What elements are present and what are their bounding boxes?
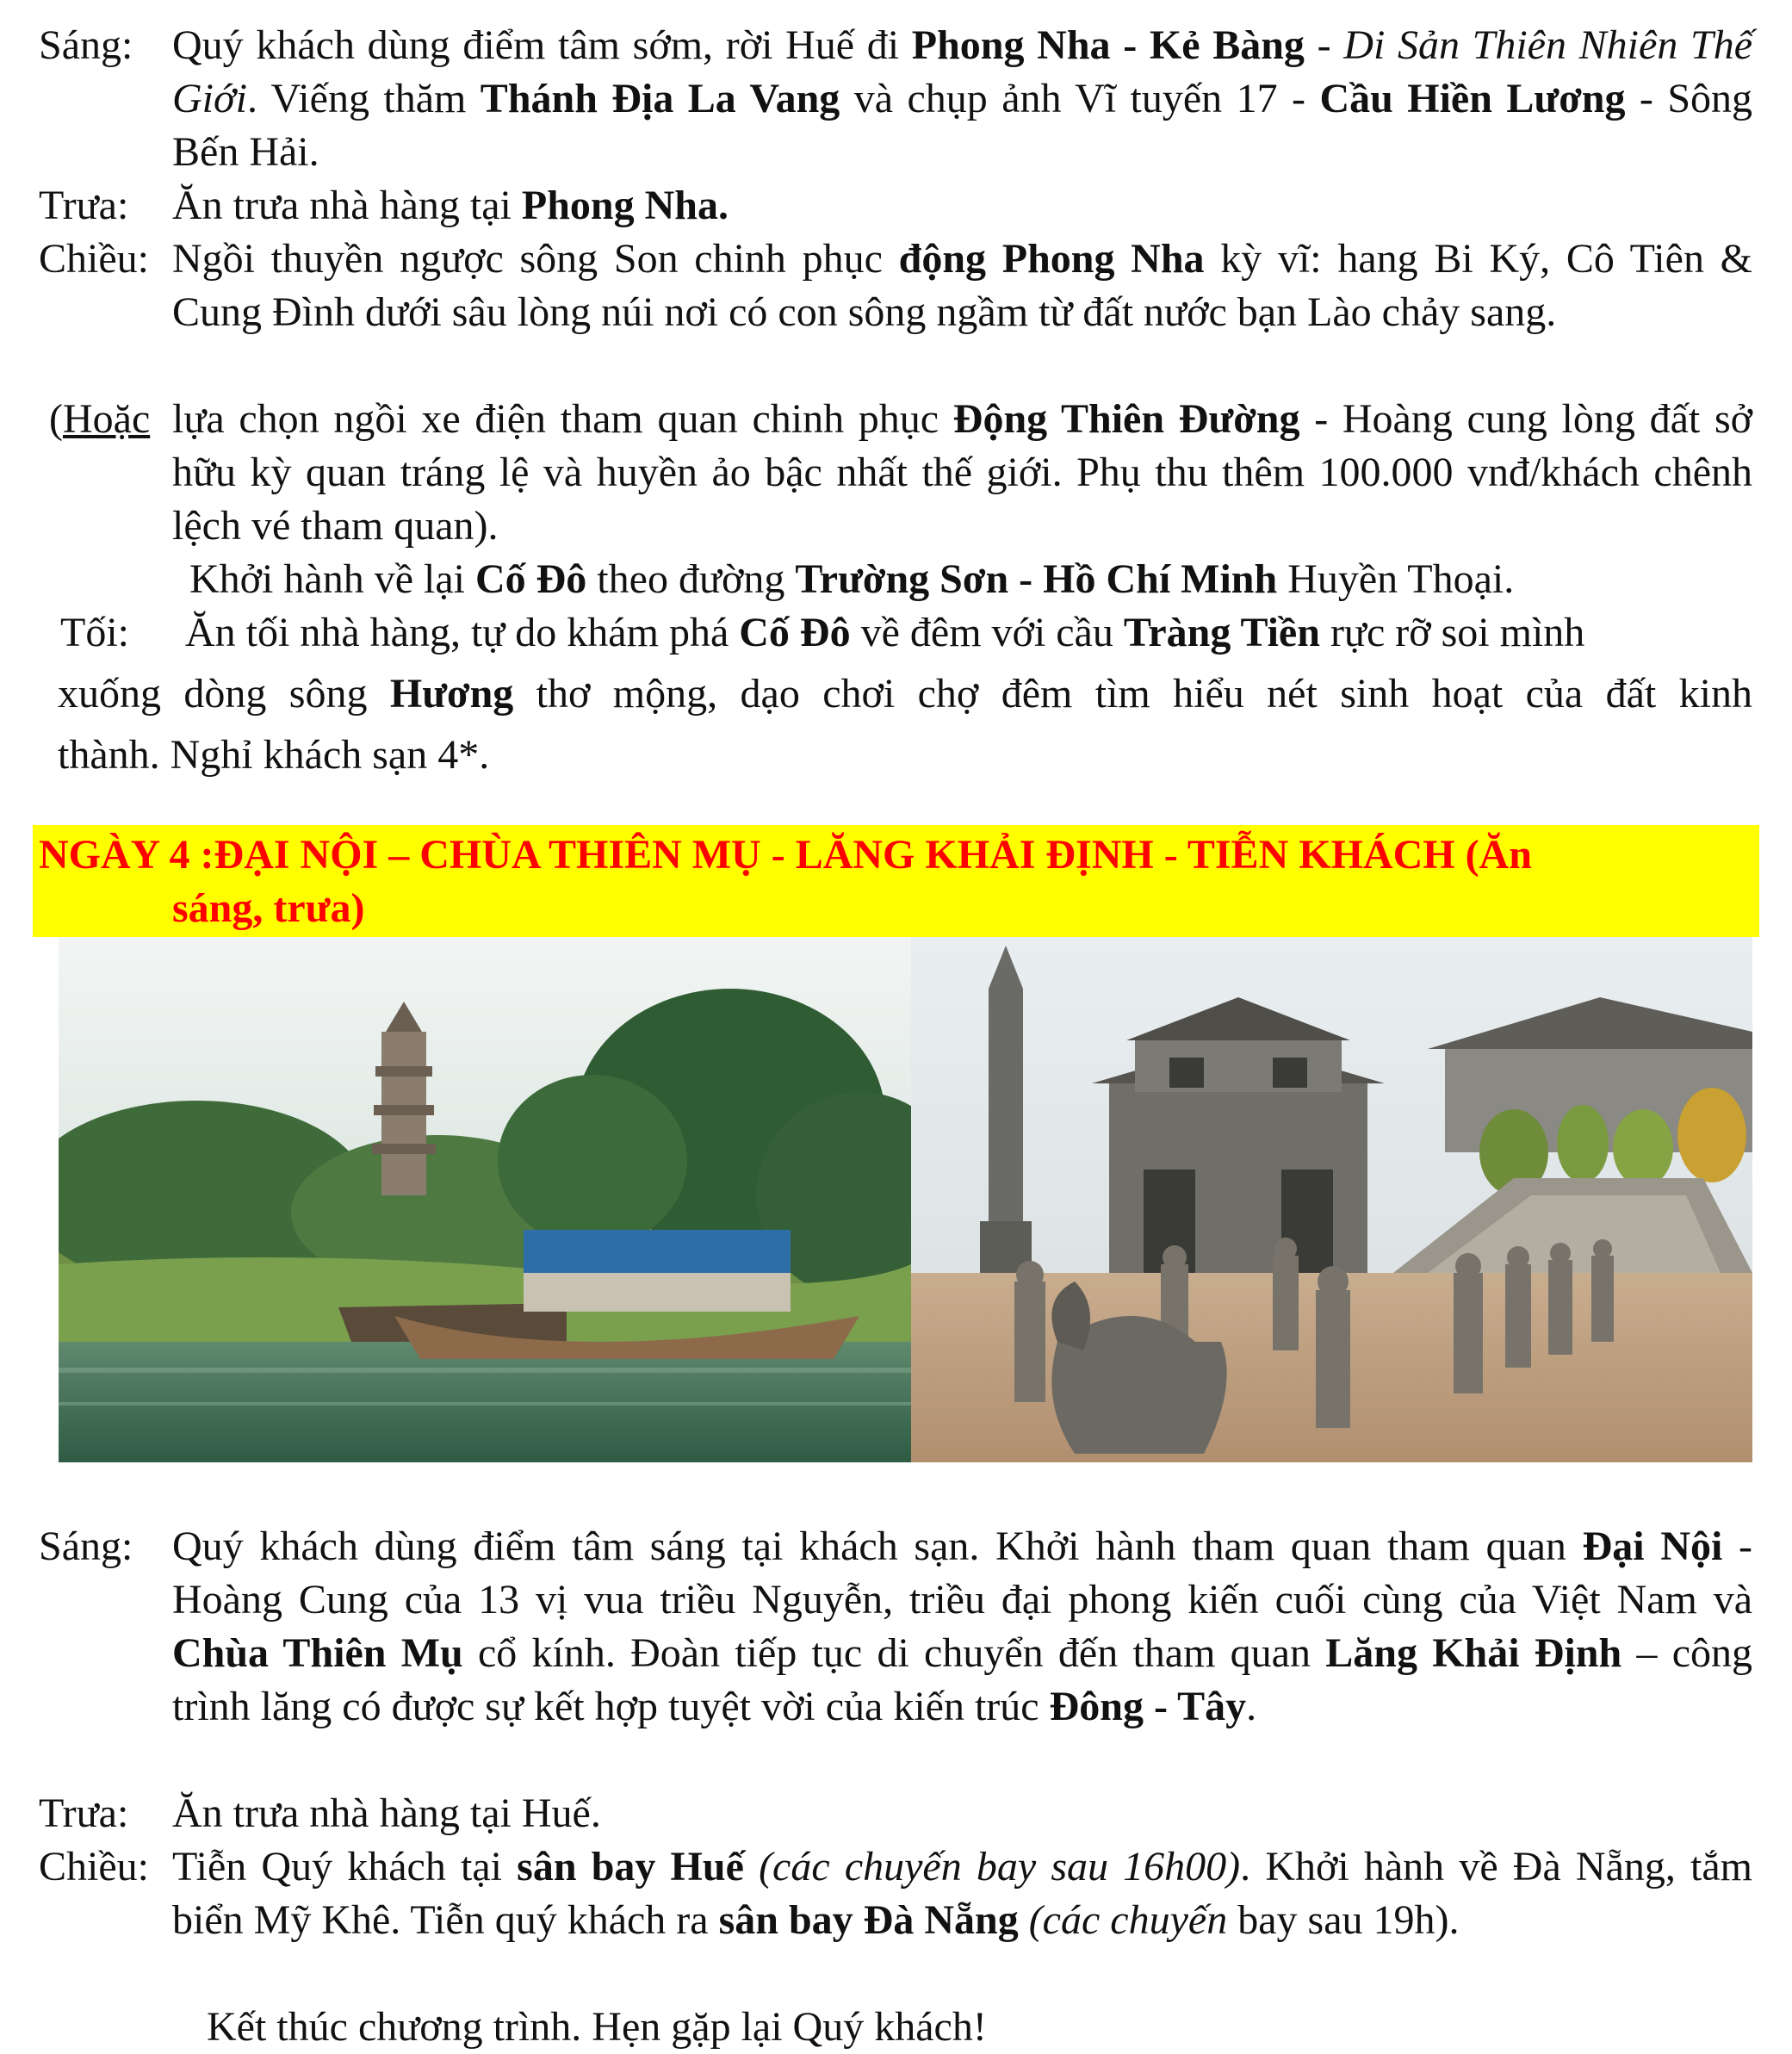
day3-evening-line1: Ăn tối nhà hàng, tự do khám phá Cố Đô về đêm với cầu Tràng Tiền rực rỡ soi mình (185, 610, 1585, 655)
day4-afternoon-text: Tiễn Quý khách tại sân bay Huế (các chuyến bay sau 16h00). Khởi hành về Đà Nẵng, tắm biển Mỹ Khê. Tiễn quý khách ra sân bay Đà Nẵng (các chuyến bay sau 19h). (172, 1844, 1753, 1943)
day3-evening-label: Tối: (60, 610, 129, 655)
day3-lunch-label: Trưa: (39, 183, 129, 228)
day4-afternoon (39, 1840, 1752, 1947)
day3-morning (39, 19, 1752, 179)
day3-evening-line2: xuống dòng sông Hương thơ mộng, dạo chơi chợ đêm tìm hiểu nét sinh hoạt của đất kinh (58, 671, 1752, 717)
day3-option-text: lựa chọn ngồi xe điện tham quan chinh phục Động Thiên Đường - Hoàng cung lòng đất sở hữu kỳ quan tráng lệ và huyền ảo bậc nhất thế giới. Phụ thu thêm 100.000 vnđ/khách chênh lệch vé tham quan). (172, 396, 1752, 549)
day3-morning-text: Quý khách dùng điểm tâm sớm, rời Huế đi Phong Nha - Kẻ Bàng - Di Sản Thiên Nhiên Thế Giới. Viếng thăm Thánh Địa La Vang và chụp ảnh Vĩ tuyến 17 - Cầu Hiền Lương - Sông Bến Hải. (172, 22, 1753, 175)
day4-afternoon-label: Chiều: (39, 1844, 149, 1890)
day3-afternoon (39, 233, 1752, 339)
day3-afternoon-label: Chiều: (39, 236, 149, 282)
day3-morning-label: Sáng: (39, 22, 133, 68)
day3-option (39, 393, 1752, 553)
day4-closing: Kết thúc chương trình. Hẹn gặp lại Quý khách! (207, 2004, 987, 2050)
thien-mu-pagoda-photo (59, 937, 911, 1462)
day3-return: Khởi hành về lại Cố Đô theo đường Trường Sơn - Hồ Chí Minh Huyền Thoại. (189, 556, 1515, 602)
day4-heading (39, 828, 1752, 935)
day3-lunch-text: Ăn trưa nhà hàng tại Phong Nha. (172, 183, 729, 228)
day4-heading-line2: sáng, trưa) (172, 885, 365, 931)
day4-lunch-label: Trưa: (39, 1790, 129, 1836)
day3-lunch (39, 179, 1752, 233)
day4-morning-text: Quý khách dùng điểm tâm sáng tại khách sạn. Khởi hành tham quan tham quan Đại Nội - Hoàng Cung của 13 vị vua triều Nguyễn, triều đại phong kiến cuối cùng của Việt Nam và Chùa Thiên Mụ cổ kính. Đoàn tiếp tục di chuyển đến tham quan Lăng Khải Định – công trình lăng có được sự kết hợp tuyệt vời của kiến trúc Đông - Tây. (172, 1523, 1753, 1729)
day3-option-label: (Hoặc (49, 396, 151, 442)
day4-morning (39, 1520, 1752, 1734)
day4-lunch (39, 1787, 1752, 1840)
day3-afternoon-text: Ngồi thuyền ngược sông Son chinh phục động Phong Nha kỳ vĩ: hang Bi Ký, Cô Tiên & Cung Đình dưới sâu lòng núi nơi có con sông ngầm từ đất nước bạn Lào chảy sang. (172, 236, 1752, 335)
khai-dinh-tomb-photo (911, 937, 1752, 1462)
day4-lunch-text: Ăn trưa nhà hàng tại Huế. (172, 1790, 601, 1836)
day4-heading-line1: NGÀY 4 :ĐẠI NỘI – CHÙA THIÊN MỤ - LĂNG KHẢI ĐỊNH - TIỄN KHÁCH (Ăn (39, 832, 1532, 878)
day3-evening-line3: thành. Nghỉ khách sạn 4*. (58, 732, 490, 778)
day4-morning-label: Sáng: (39, 1523, 133, 1569)
